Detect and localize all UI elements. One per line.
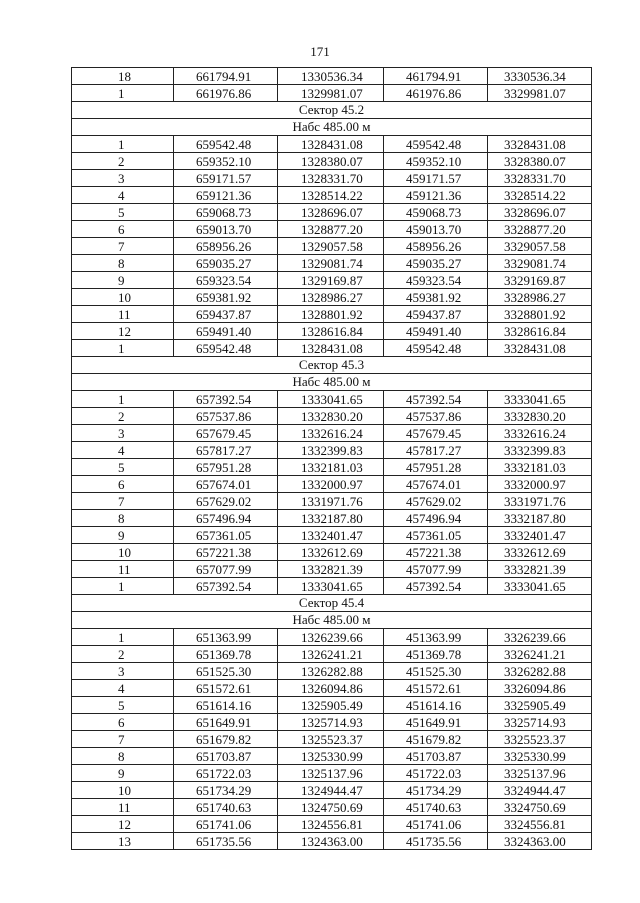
- x-coordinate-alt-cell: 461976.86: [384, 85, 488, 102]
- y-coordinate-alt-cell: 3328696.07: [488, 204, 592, 221]
- x-coordinate-cell: 659542.48: [174, 340, 278, 357]
- table-row: [72, 782, 592, 799]
- table-row: [72, 816, 592, 833]
- point-number-cell: 18: [72, 68, 174, 85]
- coordinates-table: [71, 67, 592, 850]
- y-coordinate-cell: 1333041.65: [278, 578, 384, 595]
- x-coordinate-cell: 651722.03: [174, 765, 278, 782]
- x-coordinate-cell: 651363.99: [174, 629, 278, 646]
- x-coordinate-alt-cell: 461794.91: [384, 68, 488, 85]
- page-number: 171: [310, 44, 330, 59]
- point-number-cell: 3: [72, 425, 174, 442]
- x-coordinate-cell: 657674.01: [174, 476, 278, 493]
- x-coordinate-alt-cell: 457077.99: [384, 561, 488, 578]
- x-coordinate-cell: 651572.61: [174, 680, 278, 697]
- y-coordinate-alt-cell: 3326094.86: [488, 680, 592, 697]
- sector-title: Сектор 45.2: [72, 102, 592, 119]
- point-number-cell: 3: [72, 663, 174, 680]
- table-row: [72, 153, 592, 170]
- sector-title: Сектор 45.4: [72, 595, 592, 612]
- y-coordinate-cell: 1328331.70: [278, 170, 384, 187]
- y-coordinate-alt-cell: 3333041.65: [488, 391, 592, 408]
- y-coordinate-cell: 1326282.88: [278, 663, 384, 680]
- table-row: [72, 391, 592, 408]
- table-row: [72, 289, 592, 306]
- x-coordinate-cell: 657537.86: [174, 408, 278, 425]
- x-coordinate-alt-cell: 459542.48: [384, 340, 488, 357]
- y-coordinate-cell: 1332821.39: [278, 561, 384, 578]
- x-coordinate-alt-cell: 459381.92: [384, 289, 488, 306]
- table-row: [72, 714, 592, 731]
- sector-title-row: [72, 595, 592, 612]
- x-coordinate-alt-cell: 451741.06: [384, 816, 488, 833]
- table-row: [72, 799, 592, 816]
- y-coordinate-cell: 1332612.69: [278, 544, 384, 561]
- x-coordinate-alt-cell: 451740.63: [384, 799, 488, 816]
- x-coordinate-cell: 659068.73: [174, 204, 278, 221]
- point-number-cell: 1: [72, 578, 174, 595]
- y-coordinate-alt-cell: 3332616.24: [488, 425, 592, 442]
- table-row: [72, 459, 592, 476]
- x-coordinate-cell: 651525.30: [174, 663, 278, 680]
- x-coordinate-cell: 657392.54: [174, 578, 278, 595]
- y-coordinate-cell: 1328514.22: [278, 187, 384, 204]
- x-coordinate-alt-cell: 457679.45: [384, 425, 488, 442]
- point-number-cell: 3: [72, 170, 174, 187]
- table-row: [72, 748, 592, 765]
- x-coordinate-cell: 651741.06: [174, 816, 278, 833]
- x-coordinate-cell: 659491.40: [174, 323, 278, 340]
- y-coordinate-cell: 1328877.20: [278, 221, 384, 238]
- x-coordinate-alt-cell: 451649.91: [384, 714, 488, 731]
- sector-height: Набс 485.00 м: [72, 374, 592, 391]
- x-coordinate-alt-cell: 457392.54: [384, 391, 488, 408]
- x-coordinate-cell: 657077.99: [174, 561, 278, 578]
- y-coordinate-cell: 1326241.21: [278, 646, 384, 663]
- y-coordinate-alt-cell: 3328331.70: [488, 170, 592, 187]
- table-row: [72, 697, 592, 714]
- y-coordinate-cell: 1332401.47: [278, 527, 384, 544]
- point-number-cell: 7: [72, 493, 174, 510]
- x-coordinate-alt-cell: 451722.03: [384, 765, 488, 782]
- y-coordinate-alt-cell: 3328514.22: [488, 187, 592, 204]
- y-coordinate-cell: 1329081.74: [278, 255, 384, 272]
- point-number-cell: 10: [72, 544, 174, 561]
- x-coordinate-cell: 651734.29: [174, 782, 278, 799]
- y-coordinate-alt-cell: 3325137.96: [488, 765, 592, 782]
- x-coordinate-cell: 659381.92: [174, 289, 278, 306]
- y-coordinate-cell: 1328431.08: [278, 136, 384, 153]
- y-coordinate-cell: 1332000.97: [278, 476, 384, 493]
- x-coordinate-alt-cell: 457951.28: [384, 459, 488, 476]
- y-coordinate-cell: 1332187.80: [278, 510, 384, 527]
- table-row: [72, 476, 592, 493]
- y-coordinate-alt-cell: 3325905.49: [488, 697, 592, 714]
- y-coordinate-alt-cell: 3332399.83: [488, 442, 592, 459]
- x-coordinate-alt-cell: 451734.29: [384, 782, 488, 799]
- coordinates-table-body: [72, 68, 592, 850]
- y-coordinate-alt-cell: 3329981.07: [488, 85, 592, 102]
- x-coordinate-alt-cell: 458956.26: [384, 238, 488, 255]
- table-row: [72, 408, 592, 425]
- y-coordinate-alt-cell: 3326239.66: [488, 629, 592, 646]
- point-number-cell: 1: [72, 391, 174, 408]
- x-coordinate-alt-cell: 457674.01: [384, 476, 488, 493]
- x-coordinate-alt-cell: 459068.73: [384, 204, 488, 221]
- x-coordinate-alt-cell: 459352.10: [384, 153, 488, 170]
- x-coordinate-cell: 651614.16: [174, 697, 278, 714]
- x-coordinate-cell: 659013.70: [174, 221, 278, 238]
- y-coordinate-alt-cell: 3325330.99: [488, 748, 592, 765]
- y-coordinate-alt-cell: 3329169.87: [488, 272, 592, 289]
- x-coordinate-alt-cell: 459323.54: [384, 272, 488, 289]
- y-coordinate-alt-cell: 3328380.07: [488, 153, 592, 170]
- y-coordinate-alt-cell: 3331971.76: [488, 493, 592, 510]
- y-coordinate-alt-cell: 3324750.69: [488, 799, 592, 816]
- x-coordinate-alt-cell: 457629.02: [384, 493, 488, 510]
- point-number-cell: 11: [72, 306, 174, 323]
- y-coordinate-alt-cell: 3324556.81: [488, 816, 592, 833]
- x-coordinate-alt-cell: 451703.87: [384, 748, 488, 765]
- x-coordinate-cell: 658956.26: [174, 238, 278, 255]
- table-row: [72, 272, 592, 289]
- point-number-cell: 1: [72, 136, 174, 153]
- sector-height-row: [72, 374, 592, 391]
- point-number-cell: 4: [72, 442, 174, 459]
- x-coordinate-cell: 651679.82: [174, 731, 278, 748]
- point-number-cell: 7: [72, 238, 174, 255]
- y-coordinate-cell: 1333041.65: [278, 391, 384, 408]
- y-coordinate-alt-cell: 3332821.39: [488, 561, 592, 578]
- y-coordinate-alt-cell: 3328877.20: [488, 221, 592, 238]
- x-coordinate-cell: 651735.56: [174, 833, 278, 850]
- table-row: [72, 425, 592, 442]
- x-coordinate-alt-cell: 457537.86: [384, 408, 488, 425]
- y-coordinate-cell: 1328696.07: [278, 204, 384, 221]
- x-coordinate-alt-cell: 457361.05: [384, 527, 488, 544]
- x-coordinate-alt-cell: 451525.30: [384, 663, 488, 680]
- table-row: [72, 221, 592, 238]
- y-coordinate-alt-cell: 3328616.84: [488, 323, 592, 340]
- x-coordinate-alt-cell: 451363.99: [384, 629, 488, 646]
- x-coordinate-cell: 657817.27: [174, 442, 278, 459]
- x-coordinate-cell: 659352.10: [174, 153, 278, 170]
- x-coordinate-alt-cell: 451572.61: [384, 680, 488, 697]
- table-row: [72, 68, 592, 85]
- point-number-cell: 2: [72, 153, 174, 170]
- x-coordinate-cell: 651649.91: [174, 714, 278, 731]
- y-coordinate-cell: 1330536.34: [278, 68, 384, 85]
- table-row: [72, 629, 592, 646]
- y-coordinate-alt-cell: 3333041.65: [488, 578, 592, 595]
- table-row: [72, 136, 592, 153]
- y-coordinate-cell: 1325330.99: [278, 748, 384, 765]
- table-row: [72, 561, 592, 578]
- point-number-cell: 1: [72, 85, 174, 102]
- point-number-cell: 6: [72, 221, 174, 238]
- y-coordinate-alt-cell: 3325523.37: [488, 731, 592, 748]
- x-coordinate-alt-cell: 459491.40: [384, 323, 488, 340]
- y-coordinate-cell: 1325714.93: [278, 714, 384, 731]
- y-coordinate-alt-cell: 3332000.97: [488, 476, 592, 493]
- y-coordinate-alt-cell: 3332187.80: [488, 510, 592, 527]
- point-number-cell: 5: [72, 204, 174, 221]
- y-coordinate-cell: 1329169.87: [278, 272, 384, 289]
- x-coordinate-alt-cell: 459013.70: [384, 221, 488, 238]
- point-number-cell: 12: [72, 816, 174, 833]
- table-row: [72, 442, 592, 459]
- point-number-cell: 2: [72, 408, 174, 425]
- y-coordinate-cell: 1328616.84: [278, 323, 384, 340]
- x-coordinate-alt-cell: 459171.57: [384, 170, 488, 187]
- y-coordinate-cell: 1328380.07: [278, 153, 384, 170]
- y-coordinate-cell: 1326094.86: [278, 680, 384, 697]
- table-row: [72, 731, 592, 748]
- y-coordinate-alt-cell: 3326241.21: [488, 646, 592, 663]
- table-row: [72, 255, 592, 272]
- x-coordinate-cell: 659121.36: [174, 187, 278, 204]
- point-number-cell: 12: [72, 323, 174, 340]
- y-coordinate-alt-cell: 3324944.47: [488, 782, 592, 799]
- y-coordinate-cell: 1332616.24: [278, 425, 384, 442]
- point-number-cell: 7: [72, 731, 174, 748]
- y-coordinate-alt-cell: 3328431.08: [488, 136, 592, 153]
- x-coordinate-cell: 657496.94: [174, 510, 278, 527]
- table-row: [72, 85, 592, 102]
- x-coordinate-alt-cell: 451679.82: [384, 731, 488, 748]
- point-number-cell: 11: [72, 799, 174, 816]
- point-number-cell: 10: [72, 782, 174, 799]
- sector-height-row: [72, 612, 592, 629]
- x-coordinate-alt-cell: 457817.27: [384, 442, 488, 459]
- x-coordinate-alt-cell: 459035.27: [384, 255, 488, 272]
- table-row: [72, 238, 592, 255]
- point-number-cell: 8: [72, 510, 174, 527]
- y-coordinate-cell: 1325905.49: [278, 697, 384, 714]
- point-number-cell: 2: [72, 646, 174, 663]
- point-number-cell: 5: [72, 697, 174, 714]
- y-coordinate-cell: 1324944.47: [278, 782, 384, 799]
- x-coordinate-alt-cell: 457221.38: [384, 544, 488, 561]
- x-coordinate-cell: 651369.78: [174, 646, 278, 663]
- table-row: [72, 765, 592, 782]
- x-coordinate-alt-cell: 459437.87: [384, 306, 488, 323]
- y-coordinate-cell: 1324363.00: [278, 833, 384, 850]
- y-coordinate-cell: 1331971.76: [278, 493, 384, 510]
- y-coordinate-cell: 1324556.81: [278, 816, 384, 833]
- y-coordinate-cell: 1328431.08: [278, 340, 384, 357]
- table-row: [72, 170, 592, 187]
- x-coordinate-cell: 657951.28: [174, 459, 278, 476]
- x-coordinate-cell: 657392.54: [174, 391, 278, 408]
- y-coordinate-alt-cell: 3324363.00: [488, 833, 592, 850]
- x-coordinate-cell: 661976.86: [174, 85, 278, 102]
- sector-height: Набс 485.00 м: [72, 119, 592, 136]
- point-number-cell: 9: [72, 527, 174, 544]
- sector-title: Сектор 45.3: [72, 357, 592, 374]
- sector-height-row: [72, 119, 592, 136]
- x-coordinate-cell: 659437.87: [174, 306, 278, 323]
- y-coordinate-alt-cell: 3328431.08: [488, 340, 592, 357]
- x-coordinate-cell: 659171.57: [174, 170, 278, 187]
- point-number-cell: 5: [72, 459, 174, 476]
- x-coordinate-alt-cell: 451614.16: [384, 697, 488, 714]
- y-coordinate-cell: 1332399.83: [278, 442, 384, 459]
- x-coordinate-alt-cell: 457496.94: [384, 510, 488, 527]
- x-coordinate-alt-cell: 459121.36: [384, 187, 488, 204]
- y-coordinate-cell: 1324750.69: [278, 799, 384, 816]
- y-coordinate-cell: 1328986.27: [278, 289, 384, 306]
- table-row: [72, 493, 592, 510]
- x-coordinate-cell: 651740.63: [174, 799, 278, 816]
- table-row: [72, 544, 592, 561]
- table-row: [72, 578, 592, 595]
- x-coordinate-cell: 659542.48: [174, 136, 278, 153]
- point-number-cell: 13: [72, 833, 174, 850]
- x-coordinate-alt-cell: 459542.48: [384, 136, 488, 153]
- y-coordinate-cell: 1332830.20: [278, 408, 384, 425]
- point-number-cell: 8: [72, 748, 174, 765]
- x-coordinate-alt-cell: 451369.78: [384, 646, 488, 663]
- y-coordinate-cell: 1326239.66: [278, 629, 384, 646]
- x-coordinate-cell: 657629.02: [174, 493, 278, 510]
- point-number-cell: 10: [72, 289, 174, 306]
- y-coordinate-cell: 1329057.58: [278, 238, 384, 255]
- y-coordinate-alt-cell: 3332181.03: [488, 459, 592, 476]
- y-coordinate-alt-cell: 3329081.74: [488, 255, 592, 272]
- y-coordinate-alt-cell: 3329057.58: [488, 238, 592, 255]
- y-coordinate-cell: 1332181.03: [278, 459, 384, 476]
- y-coordinate-alt-cell: 3332830.20: [488, 408, 592, 425]
- table-row: [72, 510, 592, 527]
- table-row: [72, 663, 592, 680]
- y-coordinate-cell: 1325523.37: [278, 731, 384, 748]
- point-number-cell: 9: [72, 272, 174, 289]
- point-number-cell: 8: [72, 255, 174, 272]
- y-coordinate-cell: 1328801.92: [278, 306, 384, 323]
- x-coordinate-cell: 657361.05: [174, 527, 278, 544]
- x-coordinate-alt-cell: 451735.56: [384, 833, 488, 850]
- y-coordinate-alt-cell: 3328801.92: [488, 306, 592, 323]
- y-coordinate-cell: 1325137.96: [278, 765, 384, 782]
- y-coordinate-alt-cell: 3330536.34: [488, 68, 592, 85]
- point-number-cell: 6: [72, 714, 174, 731]
- y-coordinate-alt-cell: 3332401.47: [488, 527, 592, 544]
- table-row: [72, 680, 592, 697]
- y-coordinate-cell: 1329981.07: [278, 85, 384, 102]
- table-row: [72, 527, 592, 544]
- y-coordinate-alt-cell: 3328986.27: [488, 289, 592, 306]
- x-coordinate-cell: 651703.87: [174, 748, 278, 765]
- y-coordinate-alt-cell: 3326282.88: [488, 663, 592, 680]
- y-coordinate-alt-cell: 3325714.93: [488, 714, 592, 731]
- point-number-cell: 4: [72, 680, 174, 697]
- sector-title-row: [72, 357, 592, 374]
- table-row: [72, 323, 592, 340]
- table-row: [72, 646, 592, 663]
- x-coordinate-cell: 657679.45: [174, 425, 278, 442]
- table-row: [72, 833, 592, 850]
- y-coordinate-alt-cell: 3332612.69: [488, 544, 592, 561]
- point-number-cell: 4: [72, 187, 174, 204]
- x-coordinate-alt-cell: 457392.54: [384, 578, 488, 595]
- x-coordinate-cell: 657221.38: [174, 544, 278, 561]
- point-number-cell: 11: [72, 561, 174, 578]
- point-number-cell: 6: [72, 476, 174, 493]
- point-number-cell: 1: [72, 340, 174, 357]
- table-row: [72, 204, 592, 221]
- table-row: [72, 340, 592, 357]
- table-row: [72, 187, 592, 204]
- x-coordinate-cell: 659035.27: [174, 255, 278, 272]
- x-coordinate-cell: 659323.54: [174, 272, 278, 289]
- sector-title-row: [72, 102, 592, 119]
- point-number-cell: 1: [72, 629, 174, 646]
- x-coordinate-cell: 661794.91: [174, 68, 278, 85]
- table-row: [72, 306, 592, 323]
- point-number-cell: 9: [72, 765, 174, 782]
- sector-height: Набс 485.00 м: [72, 612, 592, 629]
